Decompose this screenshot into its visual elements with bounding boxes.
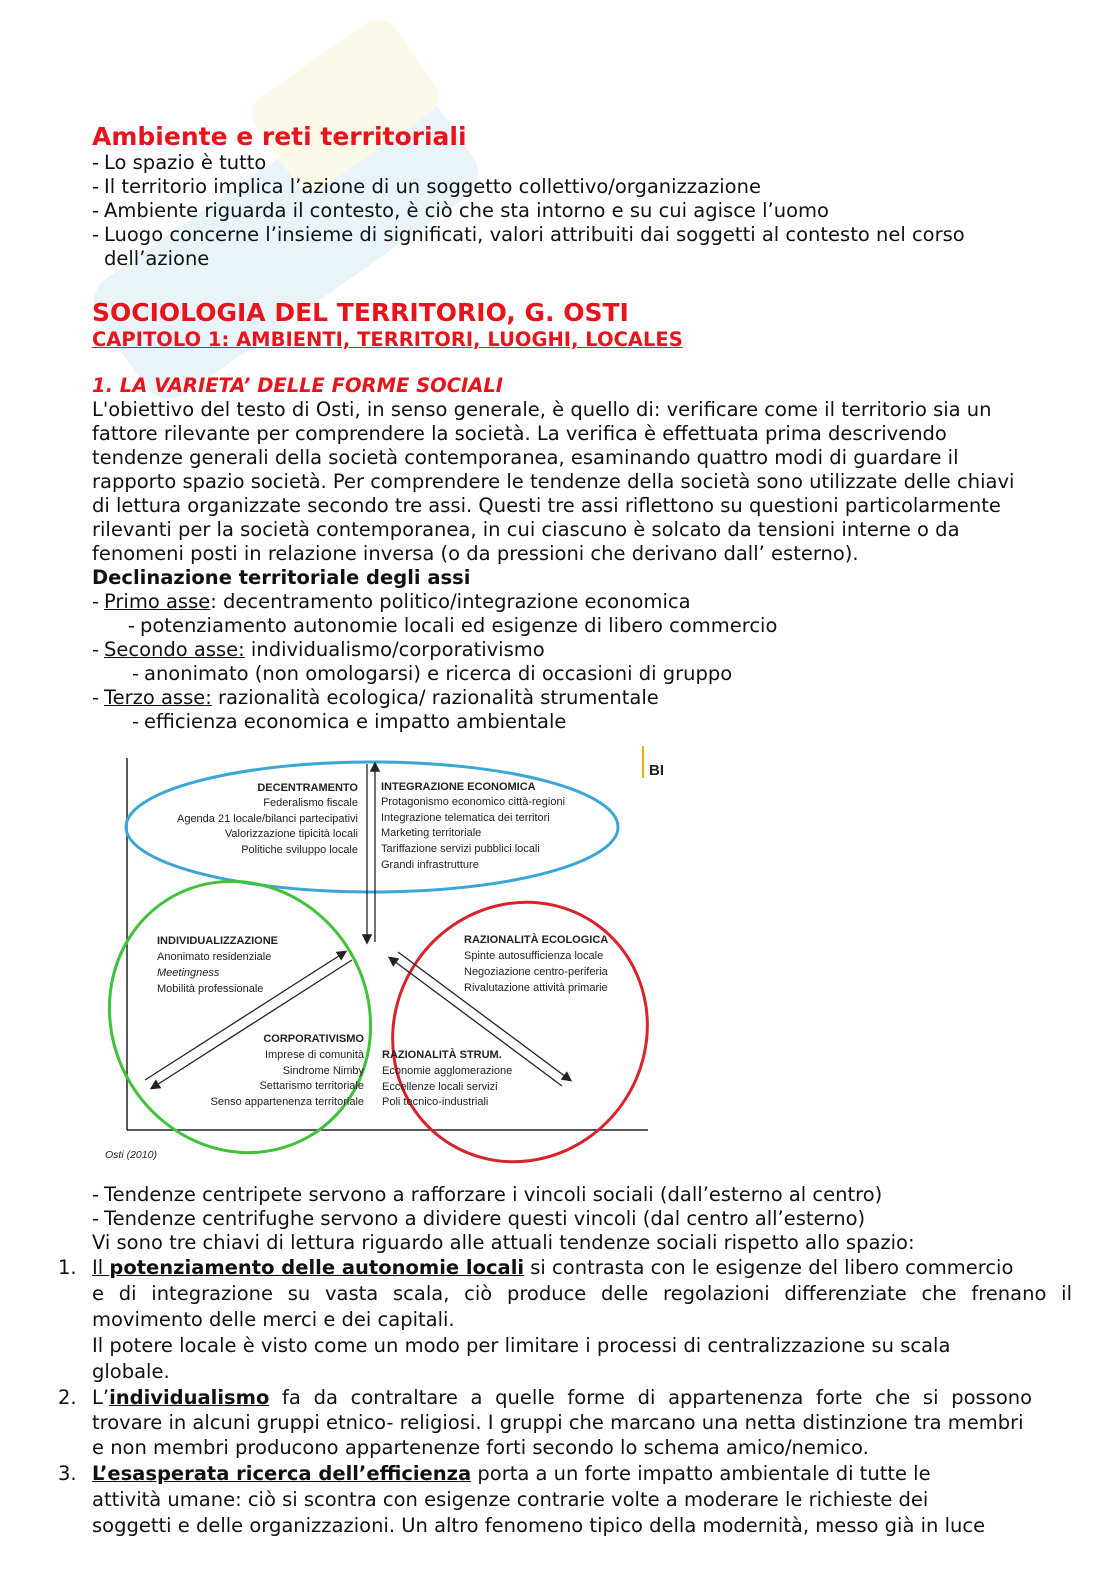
axis-item: - Secondo asse: individualismo/corporativismo: [92, 638, 545, 661]
keys-intro: Vi sono tre chiavi di lettura riguardo alle attuali tendenze sociali rispetto allo spazio:: [92, 1231, 915, 1254]
key-keyword: L’esasperata ricerca dell’efficienza: [92, 1462, 472, 1485]
ecologica-item: Rivalutazione attività primarie: [464, 982, 608, 994]
axis-item: - Terzo asse: razionalità ecologica/ razionalità strumentale: [92, 686, 659, 709]
red-ellipse: [342, 852, 670, 1164]
axis-subitem: - potenziamento autonomie locali ed esigenze di libero commercio: [128, 614, 778, 637]
tendency-bullet: - Tendenze centripete servono a rafforzare i vincoli sociali (dall’esterno al centro): [92, 1183, 883, 1206]
integrazione-item: Integrazione telematica dei territori: [381, 812, 550, 824]
corporativismo-title: CORPORATIVISMO: [263, 1033, 364, 1045]
decentramento-title: DECENTRAMENTO: [257, 782, 358, 794]
chapter-title: CAPITOLO 1: AMBIENTI, TERRITORI, LUOGHI, LOCALES: [92, 328, 683, 351]
intro-bullet: - Lo spazio è tutto: [92, 151, 267, 174]
paragraph-line: di lettura organizzate secondo tre assi. Questi tre assi riflettono su questioni particolarmente: [92, 494, 1001, 517]
page-title: Ambiente e reti territoriali: [92, 122, 467, 151]
decentramento-item: Valorizzazione tipicità locali: [224, 828, 358, 840]
axis-subitem: - efficienza economica e impatto ambientale: [132, 710, 567, 733]
strumentale-item: Poli tecnico-industriali: [382, 1096, 489, 1108]
intro-bullet: - Luogo concerne l’insieme di significati, valori attribuiti dai soggetti al contesto nel corso: [92, 223, 965, 246]
subsection-title: 1. LA VARIETA’ DELLE FORME SOCIALI: [92, 374, 504, 397]
individualizzazione-item: Anonimato residenziale: [157, 951, 272, 963]
tendency-bullet: - Tendenze centrifughe servono a dividere questi vincoli (dal centro all’esterno): [92, 1207, 866, 1230]
key-item-2: 2. L’individualismo fa da contraltare a quelle forme di appartenenza forte che si possono trovare in alcuni gruppi etnico- religiosi. I gruppi che marcano una netta distinzione tra membri e non membri producono appartenenze forti secondo lo schema amico/nemico.: [58, 1386, 1033, 1459]
key-item-1: 1. Il potenziamento delle autonomie locali si contrasta con le esigenze del libero commercio e di integrazione su vasta scala, ciò produce delle regolazioni differenziate che frenano il movimento delle merci e dei capitali. Il potere locale è visto come un modo per limitare i processi di centralizzazione su scala globale.: [58, 1256, 1072, 1383]
integrazione-title: INTEGRAZIONE ECONOMICA: [381, 781, 536, 793]
integrazione-item: Protagonismo economico città-regioni: [381, 796, 566, 808]
intro-bullet: - Il territorio implica l’azione di un soggetto collettivo/organizzazione: [92, 175, 761, 198]
key-number: 2.: [58, 1386, 77, 1409]
ecologica-title: RAZIONALITÀ ECOLOGICA: [464, 934, 609, 946]
diagram-source: Osti (2010): [105, 1149, 157, 1161]
decentramento-item: Agenda 21 locale/bilanci partecipativi: [176, 813, 358, 825]
integrazione-item: Grandi infrastrutture: [381, 859, 479, 871]
individualizzazione-item: Mobilità professionale: [157, 983, 264, 995]
axis-item: - Primo asse: decentramento politico/integrazione economica: [92, 590, 691, 613]
strumentale-item: Economie agglomerazione: [382, 1065, 513, 1077]
corporativismo-item: Senso appartenenza territoriale: [210, 1096, 364, 1108]
individualizzazione-title: INDIVIDUALIZZAZIONE: [157, 935, 278, 947]
key-item-3: 3. L’esasperata ricerca dell’efficienza porta a un forte impatto ambientale di tutte le attività umane: ciò si scontra con esigenze contrarie volte a moderare le richieste dei soggetti e delle organizzazioni. Un altro fenomeno tipico della modernità, messo già in luce: [58, 1462, 986, 1537]
axis-subitem: - anonimato (non omologarsi) e ricerca di occasioni di gruppo: [132, 662, 733, 685]
strumentale-title: RAZIONALITÀ STRUM.: [382, 1049, 502, 1061]
corporativismo-item: Settarismo territoriale: [259, 1080, 364, 1092]
paragraph-line: rapporto spazio società. Per comprendere le tendenze della società sono utilizzate delle chiavi: [92, 470, 1015, 493]
axes-heading: Declinazione territoriale degli assi: [92, 566, 471, 589]
key-keyword: individualismo: [109, 1386, 270, 1409]
corporativismo-item: Imprese di comunità: [264, 1049, 364, 1061]
paragraph-line: rilevanti per la società contemporanea, in cui ciascuno è solcato da tensioni interne o da: [92, 518, 960, 541]
intro-bullet-continuation: dell’azione: [104, 247, 210, 270]
paragraph-line: L'obiettivo del testo di Osti, in senso generale, è quello di: verificare come il territorio sia un: [92, 398, 992, 421]
individualizzazione-item: Meetingness: [157, 967, 220, 979]
key-number: 3.: [58, 1462, 77, 1485]
ecologica-item: Spinte autosufficienza locale: [464, 950, 604, 962]
paragraph-line: fenomeni posti in relazione inversa (o da pressioni che derivano dall’ esterno).: [92, 542, 859, 565]
integrazione-item: Tariffazione servizi pubblici locali: [381, 843, 540, 855]
blue-ellipse: [126, 762, 618, 892]
corporativismo-item: Sindrome Nimby: [282, 1065, 364, 1077]
paragraph-line: fattore rilevante per comprendere la società. La verifica è effettuata prima descrivendo: [92, 422, 947, 445]
paragraph-line: tendenze generali della società contemporanea, esaminando quattro modi di guardare il: [92, 446, 959, 469]
axes-diagram: [100, 742, 670, 1164]
section-title: SOCIOLOGIA DEL TERRITORIO, G. OSTI: [92, 298, 629, 327]
integrazione-item: Marketing territoriale: [381, 827, 482, 839]
decentramento-item: Federalismo fiscale: [263, 797, 358, 809]
green-ellipse: [100, 833, 420, 1164]
key-number: 1.: [58, 1256, 77, 1279]
corner-mark: BI: [649, 762, 664, 779]
decentramento-item: Politiche sviluppo locale: [241, 844, 358, 856]
ecologica-item: Negoziazione centro-periferia: [464, 966, 608, 978]
strumentale-item: Eccellenze locali servizi: [382, 1081, 498, 1093]
intro-bullet: - Ambiente riguarda il contesto, è ciò che sta intorno e su cui agisce l’uomo: [92, 199, 829, 222]
key-keyword: potenziamento delle autonomie locali: [109, 1256, 525, 1279]
